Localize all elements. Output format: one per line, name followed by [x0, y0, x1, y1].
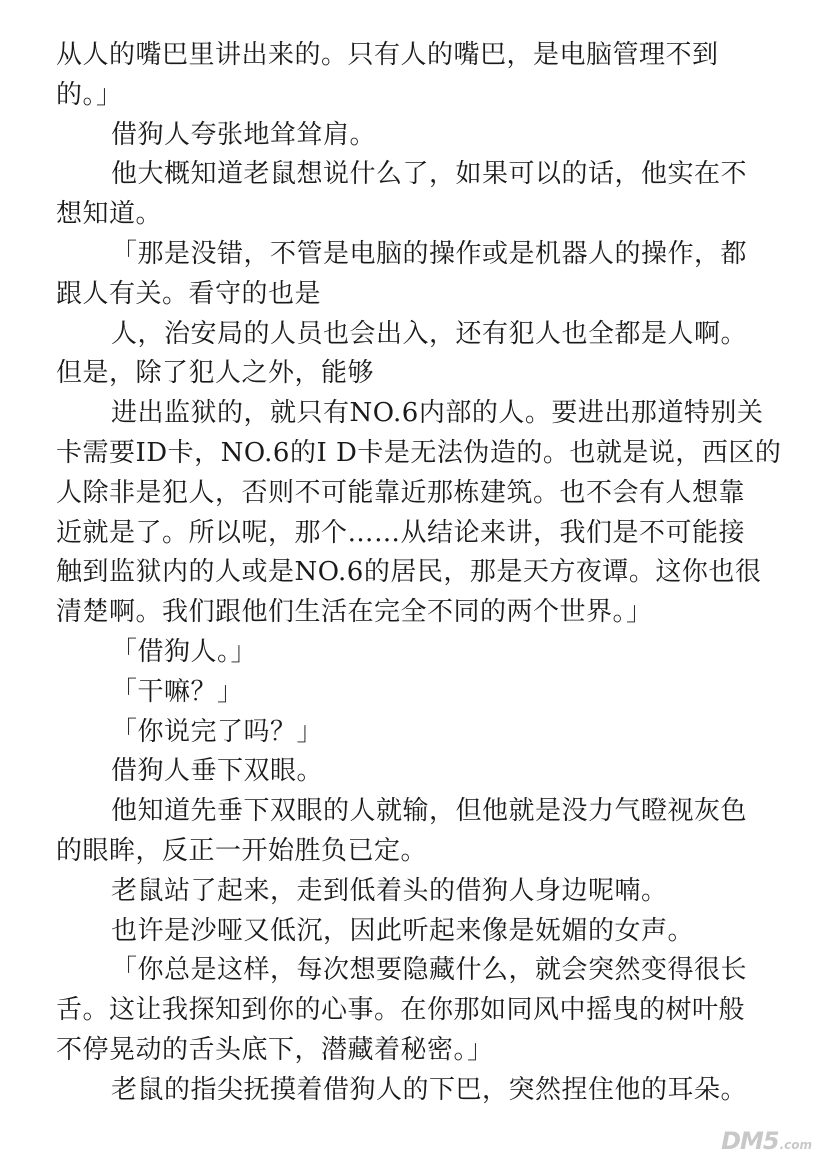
- text-line: 老鼠的指尖抚摸着借狗人的下巴，突然捏住他的耳朵。: [111, 1074, 748, 1105]
- text-line: 的眼眸，反正一开始胜负已定。: [56, 835, 428, 866]
- document-body: [56, 36, 782, 1111]
- text-line: 老鼠站了起来，走到低着头的借狗人身边呢喃。: [111, 875, 668, 906]
- text-line: 他知道先垂下双眼的人就输，但他就是没力气瞪视灰色: [111, 796, 748, 827]
- watermark-suffix: .com: [779, 1138, 812, 1152]
- text-line: 触到监狱内的人或是NO.6的居民，那是天方夜谭。这你也很: [56, 557, 762, 588]
- text-line: 借狗人垂下双眼。: [111, 756, 324, 787]
- text-line: 「干嘛？」: [111, 676, 244, 707]
- text-line: 「你说完了吗？」: [111, 716, 324, 747]
- text-line: 进出监狱的，就只有NO.6内部的人。要进出那道特别关: [111, 398, 764, 429]
- text-line: 「你总是这样，每次想要隐藏什么，就会突然变得很长: [111, 955, 748, 986]
- text-line: 的。」: [56, 79, 123, 110]
- text-line: 清楚啊。我们跟他们生活在完全不同的两个世界。」: [56, 597, 653, 628]
- site-watermark: [721, 1127, 812, 1155]
- text-line: 想知道。: [56, 199, 163, 230]
- text-line: 借狗人夸张地耸耸肩。: [111, 119, 377, 150]
- text-line: 「借狗人。」: [111, 636, 258, 667]
- text-line: 跟人有关。看守的也是: [56, 278, 322, 309]
- watermark-logo-text: DM5: [721, 1127, 779, 1155]
- text-line: 但是，除了犯人之外，能够: [56, 358, 375, 389]
- text-line: 也许是沙哑又低沉，因此听起来像是妩媚的女声。: [111, 915, 695, 946]
- text-line: 人除非是犯人，否则不可能靠近那栋建筑。也不会有人想靠: [56, 477, 746, 508]
- text-line: 卡需要ID卡，NO.6的I D卡是无法伪造的。也就是说，西区的: [56, 437, 782, 468]
- text-line: 从人的嘴巴里讲出来的。只有人的嘴巴，是电脑管理不到: [56, 40, 719, 70]
- text-line: 他大概知道老鼠想说什么了，如果可以的话，他实在不: [111, 159, 748, 190]
- text-line: 「那是没错，不管是电脑的操作或是机器人的操作，都: [111, 238, 748, 269]
- text-line: 舌。这让我探知到你的心事。在你那如同风中摇曳的树叶般: [56, 995, 746, 1026]
- text-line: 人，治安局的人员也会出入，还有犯人也全都是人啊。: [111, 318, 748, 349]
- text-line: 不停晃动的舌头底下，潜藏着秘密。」: [56, 1034, 494, 1065]
- text-line: 近就是了。所以呢，那个……从结论来讲，我们是不可能接: [56, 517, 746, 548]
